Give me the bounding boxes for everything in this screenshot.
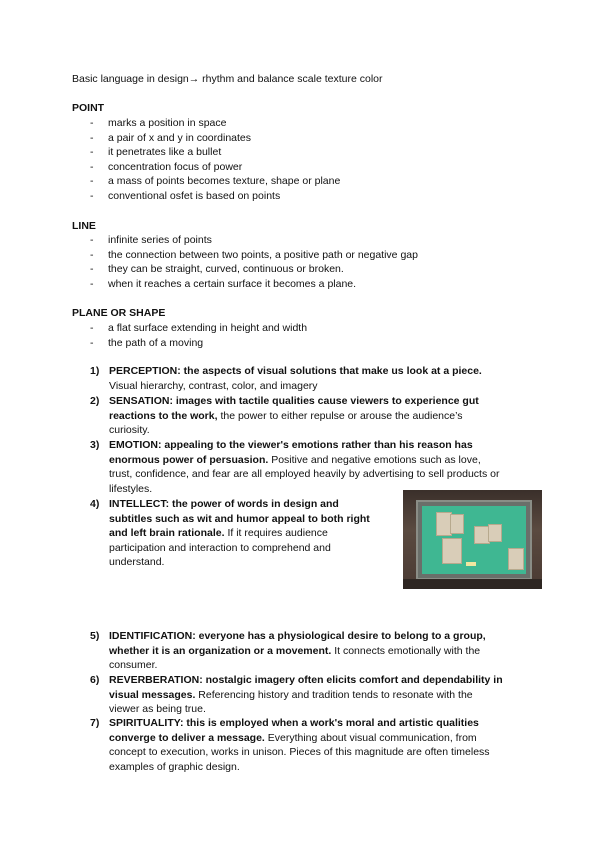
billboard-photo (403, 490, 542, 589)
item-number: 2) (90, 395, 100, 407)
line-list (90, 233, 418, 291)
heading-point: POINT (72, 102, 105, 114)
list-item: - marks a position in space (90, 116, 340, 131)
paper-sticker (488, 524, 502, 542)
logo-tag (466, 562, 476, 566)
item-number: 7) (90, 717, 100, 729)
item-number: 3) (90, 439, 100, 451)
billboard-surface (422, 506, 526, 574)
paper-sticker (508, 548, 524, 570)
numbered-item-3: 3) EMOTION: appealing to the viewer's emotions rather than his reason has enormous power of persuasion. Positive and negative emotions such as love, trust, confidence, and fear are all employed heavily by advertising to sell products or lifestyles. (90, 439, 500, 495)
list-item: - it penetrates like a bullet (90, 145, 340, 160)
paper-sticker (442, 538, 462, 564)
list-item: - conventional osfet is based on points (90, 189, 340, 204)
list-item: - a flat surface extending in height and width (90, 321, 307, 336)
paper-sticker (450, 514, 464, 534)
heading-line: LINE (72, 220, 96, 232)
numbered-item-5: 5) IDENTIFICATION: everyone has a physiological desire to belong to a group, whether it is an organization or a movement. It connects emotionally with the consumer. (90, 630, 486, 672)
item-number: 1) (90, 365, 100, 377)
list-item: - the path of a moving (90, 336, 307, 351)
numbered-item-7: 7) SPIRITUALITY: this is employed when a work's moral and artistic qualities converge to deliver a message. Everything about visual communication, from concept to execution, works in unison. Pieces of this magnitude are often timeless examples of graphic design. (90, 717, 490, 773)
heading-plane-or-shape: PLANE OR SHAPE (72, 307, 166, 319)
item-number: 6) (90, 674, 100, 686)
item-number: 4) (90, 498, 100, 510)
numbered-item-2: 2) SENSATION: images with tactile qualities cause viewers to experience gut reactions to the work, the power to either repulse or arouse the audience’s curiosity. (90, 395, 479, 437)
intro-line: Basic language in design→ rhythm and balance scale texture color (72, 73, 383, 85)
plane-list (90, 321, 307, 350)
list-item: - concentration focus of power (90, 160, 340, 175)
list-item: - a mass of points becomes texture, shape or plane (90, 174, 340, 189)
point-list (90, 116, 340, 204)
numbered-item-6: 6) REVERBERATION: nostalgic imagery often elicits comfort and dependability in visual messages. Referencing history and tradition tends to resonate with the viewer as being true. (90, 674, 503, 716)
billboard-frame (416, 500, 532, 580)
list-item: - the connection between two points, a positive path or negative gap (90, 248, 418, 263)
list-item: - they can be straight, curved, continuous or broken. (90, 262, 418, 277)
list-item: - a pair of x and y in coordinates (90, 131, 340, 146)
list-item: - when it reaches a certain surface it becomes a plane. (90, 277, 418, 292)
item-number: 5) (90, 630, 100, 642)
ground-strip (403, 579, 542, 589)
numbered-item-1: 1) PERCEPTION: the aspects of visual solutions that make us look at a piece. Visual hierarchy, contrast, color, and imagery (90, 365, 482, 392)
list-item: - infinite series of points (90, 233, 418, 248)
numbered-item-4: 4) INTELLECT: the power of words in design and subtitles such as wit and humor appeal to both right and left brain rationale. If it requires audience participation and interaction to comprehend and understand. (90, 498, 370, 569)
